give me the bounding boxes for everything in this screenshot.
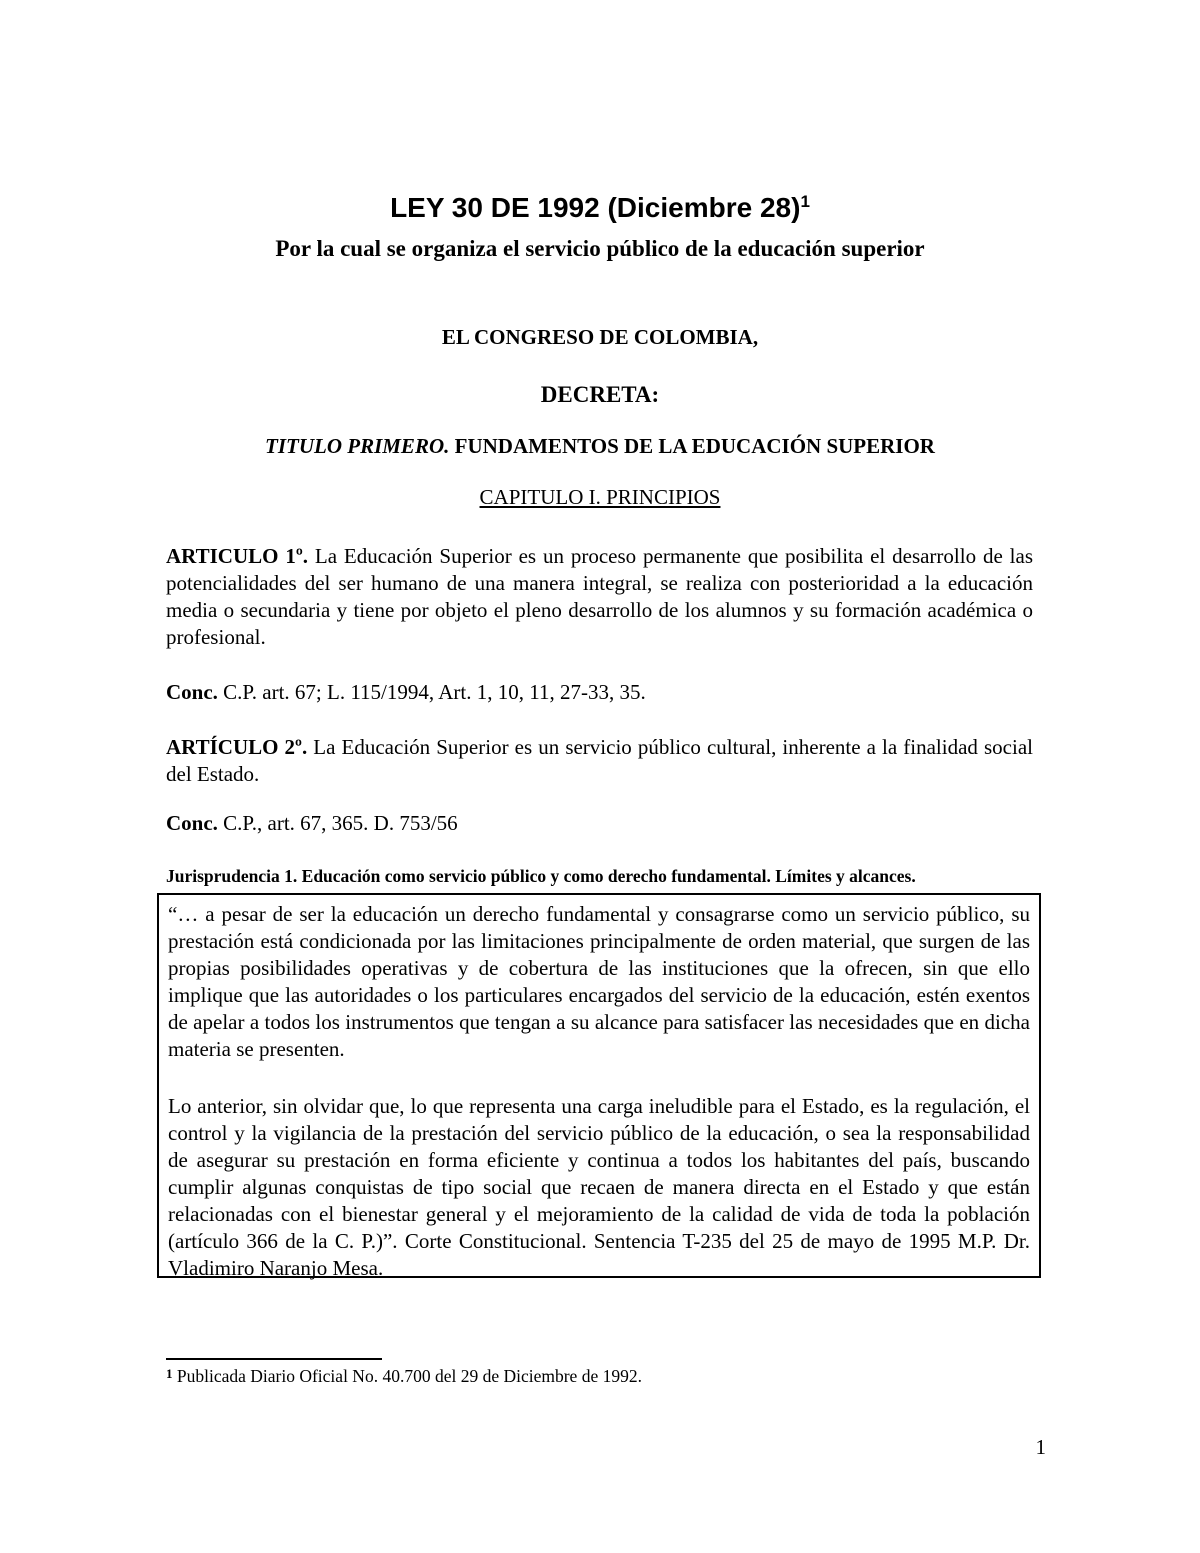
jurisprudencia-quote-box bbox=[157, 893, 1041, 1278]
footnote-mark: 1 bbox=[166, 1366, 173, 1381]
footnote bbox=[166, 1364, 1046, 1388]
law-subtitle: Por la cual se organiza el servicio público de la educación superior bbox=[275, 236, 925, 261]
article-1-label: ARTICULO 1º. bbox=[166, 544, 309, 568]
law-title bbox=[0, 191, 1200, 225]
issuer-line: EL CONGRESO DE COLOMBIA, bbox=[441, 325, 759, 349]
article-1 bbox=[166, 543, 1033, 651]
concordance-label: Conc. bbox=[166, 811, 218, 835]
footnote-separator bbox=[166, 1358, 382, 1360]
footnote-text: Publicada Diario Oficial No. 40.700 del 29 de Diciembre de 1992. bbox=[172, 1366, 642, 1386]
article-2-concordance bbox=[166, 810, 1033, 837]
concordance-text: C.P. art. 67; L. 115/1994, Art. 1, 10, 11, 27-33, 35. bbox=[217, 680, 646, 704]
quote-paragraph-1: “… a pesar de ser la educación un derecho fundamental y consagrarse como un servicio público, su prestación está condicionada por las limitaciones principalmente de orden material, que surgen de las propias posibilidades operativas y de cobertura de las instituciones que la ofrecen, sin que ello implique que las autoridades o los particulares encargados del servicio de la educación, estén exentos de apelar a todos los instrumentos que tengan a su alcance para satisfacer las necesidades que en dicha materia se presenten. bbox=[168, 902, 1030, 1061]
capitulo-heading: CAPITULO I. PRINCIPIOS bbox=[479, 485, 721, 509]
title-footnote-mark: 1 bbox=[800, 192, 810, 211]
decreta-heading: DECRETA: bbox=[540, 382, 660, 407]
article-2 bbox=[166, 734, 1033, 788]
titulo-label: TITULO PRIMERO. bbox=[265, 434, 450, 458]
quote-paragraph-2: Lo anterior, sin olvidar que, lo que representa una carga ineludible para el Estado, es la regulación, el control y la vigilancia de la prestación del servicio público de la educación, o sea la responsabilidad de asegurar su prestación en forma eficiente y continua a todos los habitantes del país, buscando cumplir algunas conquistas de tipo social que recaen de manera directa en el Estado y que están relacionadas con el bienestar general y el mejoramiento de la calidad de vida de toda la población (artículo 366 de la C. P.)”. Corte Constitucional. Sentencia T-235 del 25 de mayo de 1995 M.P. Dr. Vladimiro Naranjo Mesa. bbox=[168, 1094, 1030, 1280]
page-number: 1 bbox=[1035, 1435, 1046, 1459]
article-1-concordance bbox=[166, 679, 1033, 706]
titulo-name: FUNDAMENTOS DE LA EDUCACIÓN SUPERIOR bbox=[449, 434, 935, 458]
jurisprudencia-heading: Jurisprudencia 1. Educación como servicio público y como derecho fundamental. Límites y alcances. bbox=[166, 866, 916, 886]
article-1-text: La Educación Superior es un proceso permanente que posibilita el desarrollo de las potencialidades del ser humano de una manera integral, se realiza con posterioridad a la educación media o secundaria y tiene por objeto el pleno desarrollo de los alumnos y su formación académica o profesional. bbox=[166, 544, 1033, 649]
titulo-heading bbox=[0, 431, 1200, 461]
concordance-label: Conc. bbox=[166, 680, 218, 704]
article-2-label: ARTÍCULO 2º. bbox=[166, 735, 308, 759]
law-title-text: LEY 30 DE 1992 (Diciembre 28) bbox=[390, 192, 801, 223]
article-2-text: La Educación Superior es un servicio público cultural, inherente a la finalidad social del Estado. bbox=[166, 735, 1033, 786]
concordance-text: C.P., art. 67, 365. D. 753/56 bbox=[217, 811, 458, 835]
